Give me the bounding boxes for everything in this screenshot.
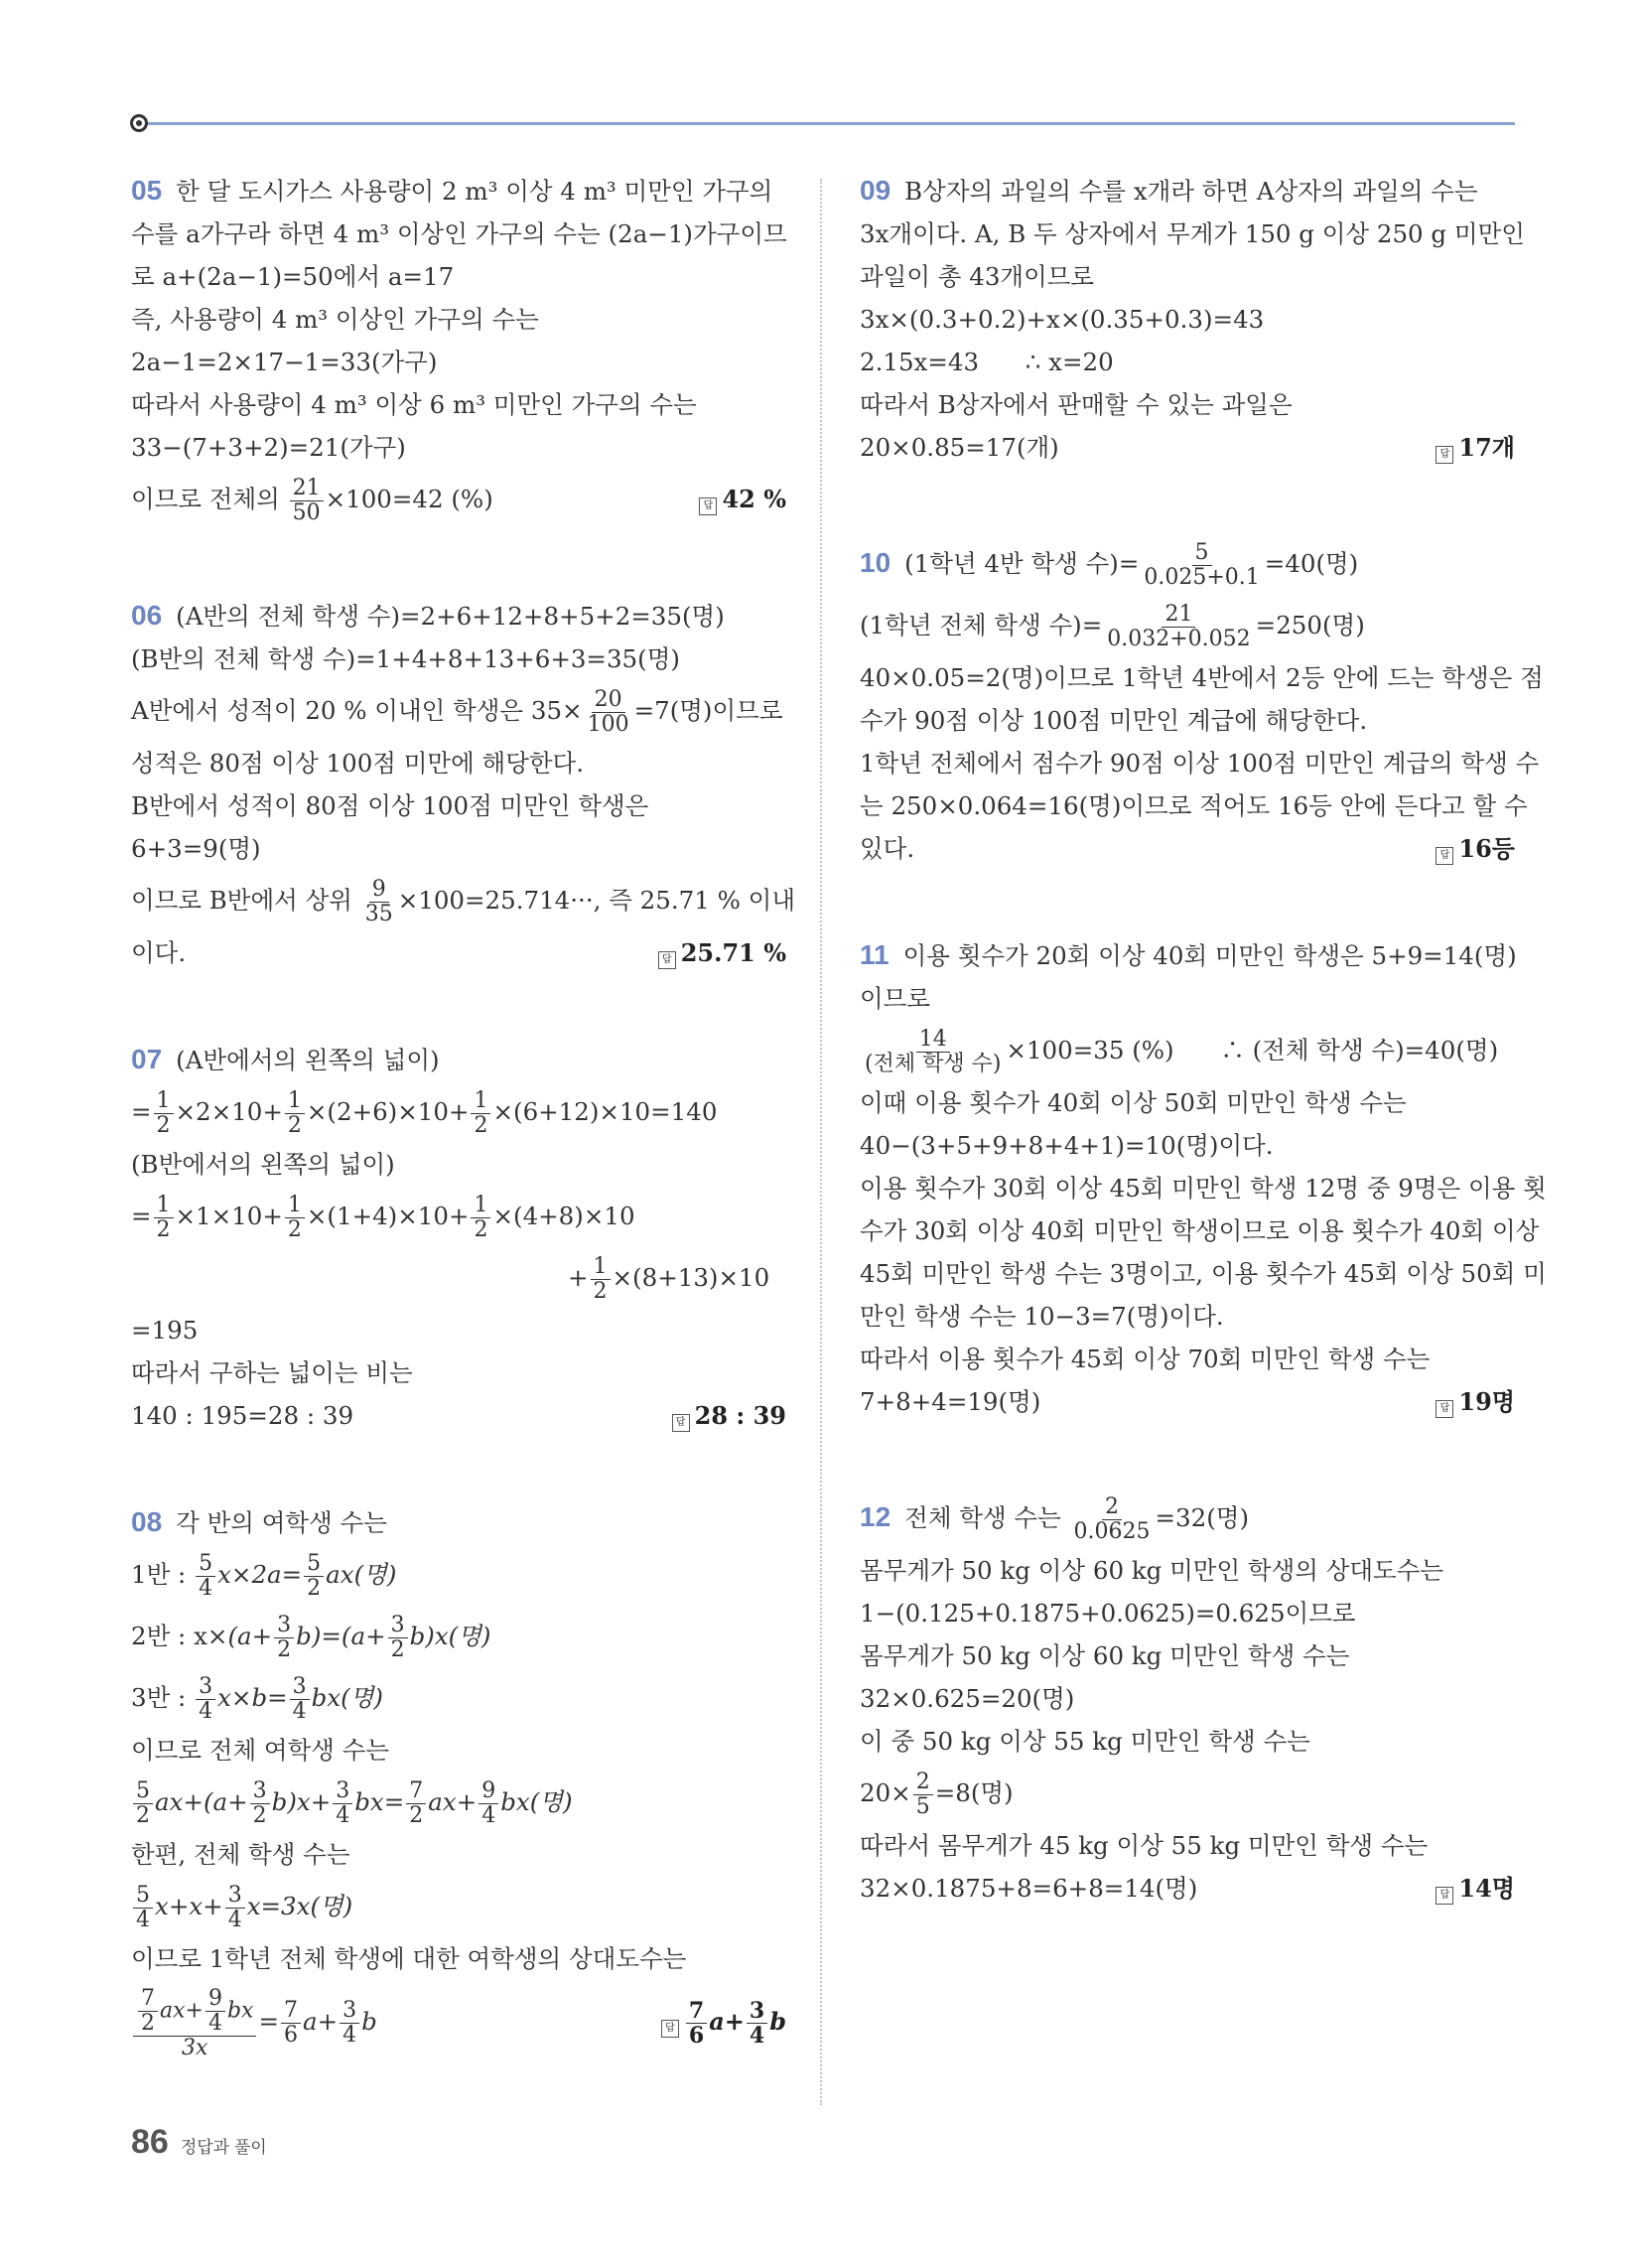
text-line: 20× $\frac{2}{5}$ =8(명): [860, 1770, 1014, 1819]
text-line: 즉, 사용량이 4 m³ 이상인 가구의 수는: [131, 305, 539, 334]
bullet-dot-icon: [130, 114, 148, 132]
text-line: 2반 : x×(a+ $\frac{3}{2}$ b)=(a+ $\frac{3}{2}$ b)x(명): [131, 1613, 491, 1662]
fraction: $\frac{9}{4}$: [205, 1987, 225, 2036]
text-line: 각 반의 여학생 수는: [176, 1508, 387, 1537]
text-line: 32×0.1875+8=6+8=14(명) 답 14명: [860, 1867, 1515, 1910]
text-line: B반에서 성적이 80점 이상 100점 미만인 학생은: [131, 791, 649, 820]
text-line: 33−(7+3+2)=21(가구): [131, 433, 406, 462]
text-line: 이므로 전체 여학생 수는: [131, 1736, 390, 1765]
fraction: $\frac{3}{2}$: [274, 1614, 294, 1662]
answer-icon: 답: [1436, 446, 1453, 464]
text-line: $\frac{5}{4}$ x+x+ $\frac{3}{4}$ x=3x(명): [131, 1876, 786, 1937]
text-line: 수가 90점 이상 100점 미만인 계급에 해당한다.: [860, 706, 1368, 735]
fraction: $\frac{1}{2}$: [471, 1089, 490, 1138]
fraction: $\frac{3}{4}$: [225, 1884, 245, 1932]
fraction: $\frac{20}{100}$: [587, 687, 629, 737]
fraction: $\frac{3}{4}$: [340, 1999, 359, 2048]
fraction: $\frac{3}{4}$: [290, 1675, 310, 1724]
problem-number: 10: [860, 547, 891, 578]
text-line: 이다. 답 25.71 %: [131, 931, 786, 974]
text-line: 6+3=9(명): [131, 834, 261, 863]
left-column: [131, 169, 795, 2127]
fraction: $\frac{9}{4}$: [479, 1779, 498, 1828]
text-line: = $\frac{1}{2}$ ×2×10+ $\frac{1}{2}$ ×(2+6)×10+ $\frac{1}{2}$ ×(6+12)×10=140: [131, 1088, 718, 1138]
text-line: 따라서 이용 횟수가 45회 이상 70회 미만인 학생 수는: [860, 1345, 1431, 1373]
problem-number: 09: [860, 175, 891, 206]
text-line: $\frac{5}{2}$ ax+(a+ $\frac{3}{2}$ b)x+ $\frac{3}{4}$ bx= $\frac{7}{2}$ ax+ $\frac{9}{4}$ bx(명): [131, 1772, 786, 1833]
text-line: (B반에서의 왼쪽의 넓이): [131, 1150, 395, 1179]
compound-fraction: $\frac{7}{2}$ ax+ $\frac{9}{4}$ bx 3x: [133, 1987, 256, 2060]
answer: 답 $\frac{7}{6}$ a+ $\frac{3}{4}$ b: [661, 1980, 786, 2063]
text-line: (1학년 전체 학생 수)= $\frac{21}{0.032+0.052}$ =250(명): [860, 602, 1365, 651]
text-line: 몸무게가 50 kg 이상 60 kg 미만인 학생 수는: [860, 1641, 1350, 1670]
text-line: 로 a+(2a−1)=50에서 a=17: [131, 262, 455, 291]
problem-07: [131, 1038, 786, 1437]
text-line: = $\frac{1}{2}$ ×1×10+ $\frac{1}{2}$ ×(1+4)×10+ $\frac{1}{2}$ ×(4+8)×10: [131, 1193, 635, 1242]
text-line: 2.15x=43 ∴ x=20: [860, 348, 1114, 376]
text-line: 수가 30회 이상 40회 미만인 학생이므로 이용 횟수가 40회 이상: [860, 1216, 1540, 1245]
problem-number: 07: [131, 1044, 163, 1074]
answer-icon: 답: [672, 1414, 690, 1432]
text-line: 20×0.85=17(개) 답 17개: [860, 426, 1515, 469]
problem-11: [860, 933, 1547, 1423]
text-line: (A반에서의 왼쪽의 넓이): [176, 1046, 440, 1074]
column-divider: [820, 179, 822, 2105]
text-line: (A반의 전체 학생 수)=2+6+12+8+5+2=35(명): [176, 602, 725, 631]
answer: 답 28 : 39: [672, 1394, 786, 1437]
text-line: 따라서 사용량이 4 m³ 이상 6 m³ 미만인 가구의 수는: [131, 390, 697, 419]
top-rule: [141, 122, 1515, 125]
text-line: 1학년 전체에서 점수가 90점 이상 100점 미만인 계급의 학생 수: [860, 749, 1540, 778]
fraction: $\frac{1}{2}$: [471, 1194, 490, 1242]
text-line: 140 : 195=28 : 39 답 28 : 39: [131, 1394, 786, 1437]
answer: 답 17개: [1436, 426, 1515, 469]
text-line: $\frac{7}{2}$ ax+ $\frac{9}{4}$ bx 3x = $\frac{7}{6}$ a+ $\frac{3}{4}$ b 답 $\frac{7}{6}$ a+ $\frac{3}{4}$ b: [131, 1980, 786, 2063]
text-line: 는 250×0.064=16(명)이므로 적어도 16등 안에 든다고 할 수: [860, 791, 1528, 820]
fraction: $\frac{9}{35}$: [364, 877, 393, 926]
answer-icon: 답: [1436, 847, 1453, 865]
text-line: 1−(0.125+0.1875+0.0625)=0.625이므로: [860, 1599, 1356, 1628]
text-line: 이므로 전체의 $\frac{21}{50}$ ×100=42 (%) 답 42 %: [131, 469, 786, 530]
text-line: 40×0.05=2(명)이므로 1학년 4반에서 2등 안에 드는 학생은 점: [860, 663, 1544, 692]
text-line: 3x×(0.3+0.2)+x×(0.35+0.3)=43: [860, 305, 1265, 334]
text-line: =195: [131, 1316, 199, 1345]
fraction: $\frac{2}{0.0625}$: [1073, 1494, 1151, 1544]
text-line: 이므로 1학년 전체 학생에 대한 여학생의 상대도수는: [131, 1944, 687, 1973]
text-line: 이때 이용 횟수가 40회 이상 50회 미만인 학생 수는: [860, 1088, 1407, 1117]
text-line: + $\frac{1}{2}$ ×(8+13)×10: [568, 1254, 770, 1304]
fraction: $\frac{5}{2}$: [304, 1552, 324, 1601]
fraction: $\frac{1}{2}$: [285, 1194, 305, 1242]
fraction: $\frac{3}{4}$: [747, 1999, 767, 2048]
text-line: 3x개이다. A, B 두 상자에서 무게가 150 g 이상 250 g 미만인: [860, 219, 1525, 248]
fraction: $\frac{7}{6}$: [281, 1999, 301, 2048]
text-line: 몸무게가 50 kg 이상 60 kg 미만인 학생의 상대도수는: [860, 1556, 1444, 1585]
fraction: $\frac{3}{4}$: [333, 1779, 352, 1828]
text-line: 따라서 몸무게가 45 kg 이상 55 kg 미만인 학생 수는: [860, 1831, 1429, 1860]
text-line: 이 중 50 kg 이상 55 kg 미만인 학생 수는: [860, 1727, 1310, 1756]
text-line: 이므로: [860, 984, 931, 1013]
fraction: $\frac{5}{2}$: [133, 1779, 153, 1828]
text-line: 수를 a가구라 하면 4 m³ 이상인 가구의 수는 (2a−1)가구이므: [131, 219, 787, 248]
footer-label: 정답과 풀이: [180, 2138, 267, 2157]
right-column: [860, 169, 1547, 1973]
problem-number: 08: [131, 1506, 163, 1537]
problem-number: 06: [131, 600, 163, 631]
fraction: $\frac{7}{2}$: [406, 1779, 426, 1828]
answer: 답 19명: [1436, 1380, 1515, 1423]
problem-06: [131, 594, 795, 974]
problem-12: [860, 1487, 1515, 1910]
answer-icon: 답: [658, 951, 676, 969]
text-line: 만인 학생 수는 10−3=7(명)이다.: [860, 1302, 1224, 1331]
page-number: 86: [131, 2123, 169, 2161]
text-line: B상자의 과일의 수를 x개라 하면 A상자의 과일의 수는: [904, 177, 1478, 206]
text-line: 10 (1학년 4반 학생 수)= $\frac{5}{0.025+0.1}$ =40(명): [860, 540, 1359, 590]
text-line: A반에서 성적이 20 % 이내인 학생은 35× $\frac{20}{100}$ =7(명)이므로: [131, 687, 783, 737]
text-line: 12 전체 학생 수는 $\frac{2}{0.0625}$ =32(명): [860, 1494, 1250, 1544]
text-line: 이용 횟수가 30회 이상 45회 미만인 학생 12명 중 9명은 이용 횟: [860, 1174, 1547, 1203]
fraction: $\frac{14}{\text{(전체 학생 수)}}$: [865, 1027, 1002, 1076]
text-line: 40−(3+5+9+8+4+1)=10(명)이다.: [860, 1131, 1274, 1160]
answer: 답 14명: [1436, 1867, 1515, 1910]
text-line: (B반의 전체 학생 수)=1+4+8+13+6+3=35(명): [131, 644, 680, 673]
answer-icon: 답: [1436, 1400, 1453, 1418]
problem-number: 11: [860, 939, 889, 970]
fraction: $\frac{1}{2}$: [154, 1089, 174, 1138]
text-line: 과일이 총 43개이므로: [860, 262, 1095, 291]
fraction: $\frac{3}{2}$: [250, 1779, 270, 1828]
problem-09: [860, 169, 1525, 469]
fraction: $\frac{3}{2}$: [388, 1614, 408, 1662]
fraction: $\frac{3}{4}$: [196, 1675, 215, 1724]
fraction: $\frac{1}{2}$: [285, 1089, 305, 1138]
text-line: 32×0.625=20(명): [860, 1684, 1075, 1713]
fraction: $\frac{5}{0.025+0.1}$: [1144, 540, 1260, 590]
text-line: 2a−1=2×17−1=33(가구): [131, 348, 438, 376]
fraction: $\frac{7}{2}$: [138, 1987, 158, 2036]
problem-08: [131, 1500, 786, 2063]
fraction: $\frac{5}{4}$: [133, 1884, 153, 1932]
fraction: $\frac{5}{4}$: [196, 1552, 215, 1601]
fraction: $\frac{2}{5}$: [913, 1771, 933, 1819]
text-line: 있다. 답 16등: [860, 827, 1515, 870]
fraction: $\frac{7}{6}$: [686, 1999, 707, 2048]
text-line: 따라서 구하는 넓이는 비는: [131, 1358, 413, 1387]
answer-icon: 답: [661, 2020, 679, 2038]
text-line: 이용 횟수가 20회 이상 40회 미만인 학생은 5+9=14(명): [902, 941, 1517, 970]
text-line: 3반 : $\frac{3}{4}$ x×b= $\frac{3}{4}$ bx(명): [131, 1674, 383, 1724]
text-line: $\frac{14}{\text{(전체 학생 수)}}$ ×100=35 (%) ∴ (전체 학생 수)=40(명): [860, 1020, 1515, 1081]
text-line: 45회 미만인 학생 수는 3명이고, 이용 횟수가 45회 이상 50회 미: [860, 1259, 1547, 1288]
fraction: $\frac{21}{0.032+0.052}$: [1107, 602, 1251, 651]
text-line: 한편, 전체 학생 수는: [131, 1840, 350, 1869]
text-line: 이므로 B반에서 상위 $\frac{9}{35}$ ×100=25.714···, 즉 25.71 % 이내: [131, 877, 795, 926]
answer-icon: 답: [1436, 1887, 1453, 1905]
answer: 답 25.71 %: [658, 931, 786, 974]
problem-10: [860, 532, 1544, 870]
fraction: $\frac{21}{50}$: [290, 477, 324, 525]
answer-icon: 답: [699, 497, 717, 515]
problem-05: [131, 169, 786, 530]
text-line: 7+8+4=19(명) 답 19명: [860, 1380, 1515, 1423]
fraction: $\frac{1}{2}$: [154, 1194, 174, 1242]
answer: 답 16등: [1436, 827, 1515, 870]
problem-number: 12: [860, 1501, 891, 1532]
problem-number: 05: [131, 175, 163, 206]
text-line: 1반 : $\frac{5}{4}$ x×2a= $\frac{5}{2}$ ax(명): [131, 1551, 397, 1601]
page-footer: [131, 2123, 267, 2162]
answer: 답 42 %: [699, 469, 786, 530]
text-line: 한 달 도시가스 사용량이 2 m³ 이상 4 m³ 미만인 가구의: [176, 177, 773, 206]
fraction: $\frac{1}{2}$: [591, 1255, 611, 1304]
text-line: 따라서 B상자에서 판매할 수 있는 과일은: [860, 390, 1293, 419]
text-line: 성적은 80점 이상 100점 미만에 해당한다.: [131, 749, 585, 778]
